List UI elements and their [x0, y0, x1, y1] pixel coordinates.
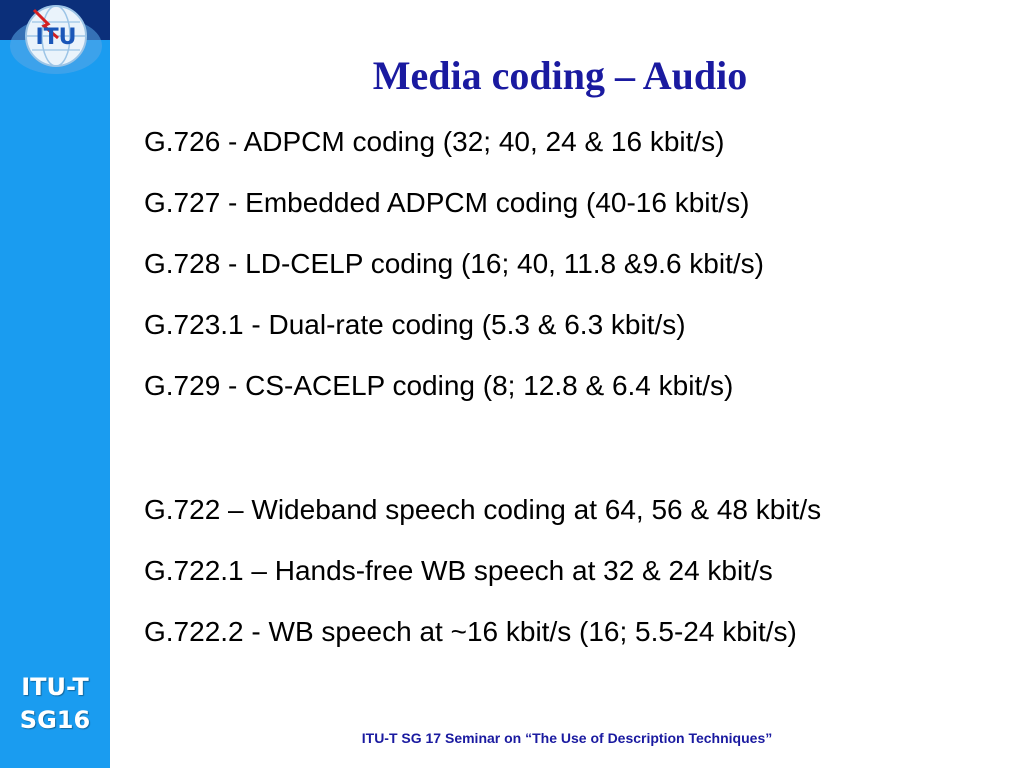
- logo-text: ITU: [35, 25, 77, 50]
- sidebar-label-sg16: SG16: [19, 706, 91, 734]
- sidebar-label-itu-t: ITU-T: [21, 673, 89, 701]
- list-item: G.722 – Wideband speech coding at 64, 56 & 48 kbit/s: [144, 494, 822, 525]
- list-item: G.726 - ADPCM coding (32; 40, 24 & 16 kbit/s): [144, 126, 725, 157]
- slide-footer: ITU-T SG 17 Seminar on “The Use of Description Techniques”: [361, 730, 773, 746]
- list-item: G.723.1 - Dual-rate coding (5.3 & 6.3 kbit/s): [144, 309, 686, 340]
- list-item: G.722.2 - WB speech at ~16 kbit/s (16; 5.5-24 kbit/s): [144, 616, 797, 647]
- list-item: G.722.1 – Hands-free WB speech at 32 & 24 kbit/s: [144, 555, 773, 586]
- sidebar: [0, 0, 110, 768]
- list-item: G.729 - CS-ACELP coding (8; 12.8 & 6.4 kbit/s): [144, 370, 734, 401]
- itu-globe-icon: [4, 2, 104, 78]
- list-item: G.728 - LD-CELP coding (16; 40, 11.8 &9.6 kbit/s): [144, 248, 764, 279]
- list-item: G.727 - Embedded ADPCM coding (40-16 kbit/s): [144, 187, 750, 218]
- slide-title: Media coding – Audio: [372, 53, 748, 98]
